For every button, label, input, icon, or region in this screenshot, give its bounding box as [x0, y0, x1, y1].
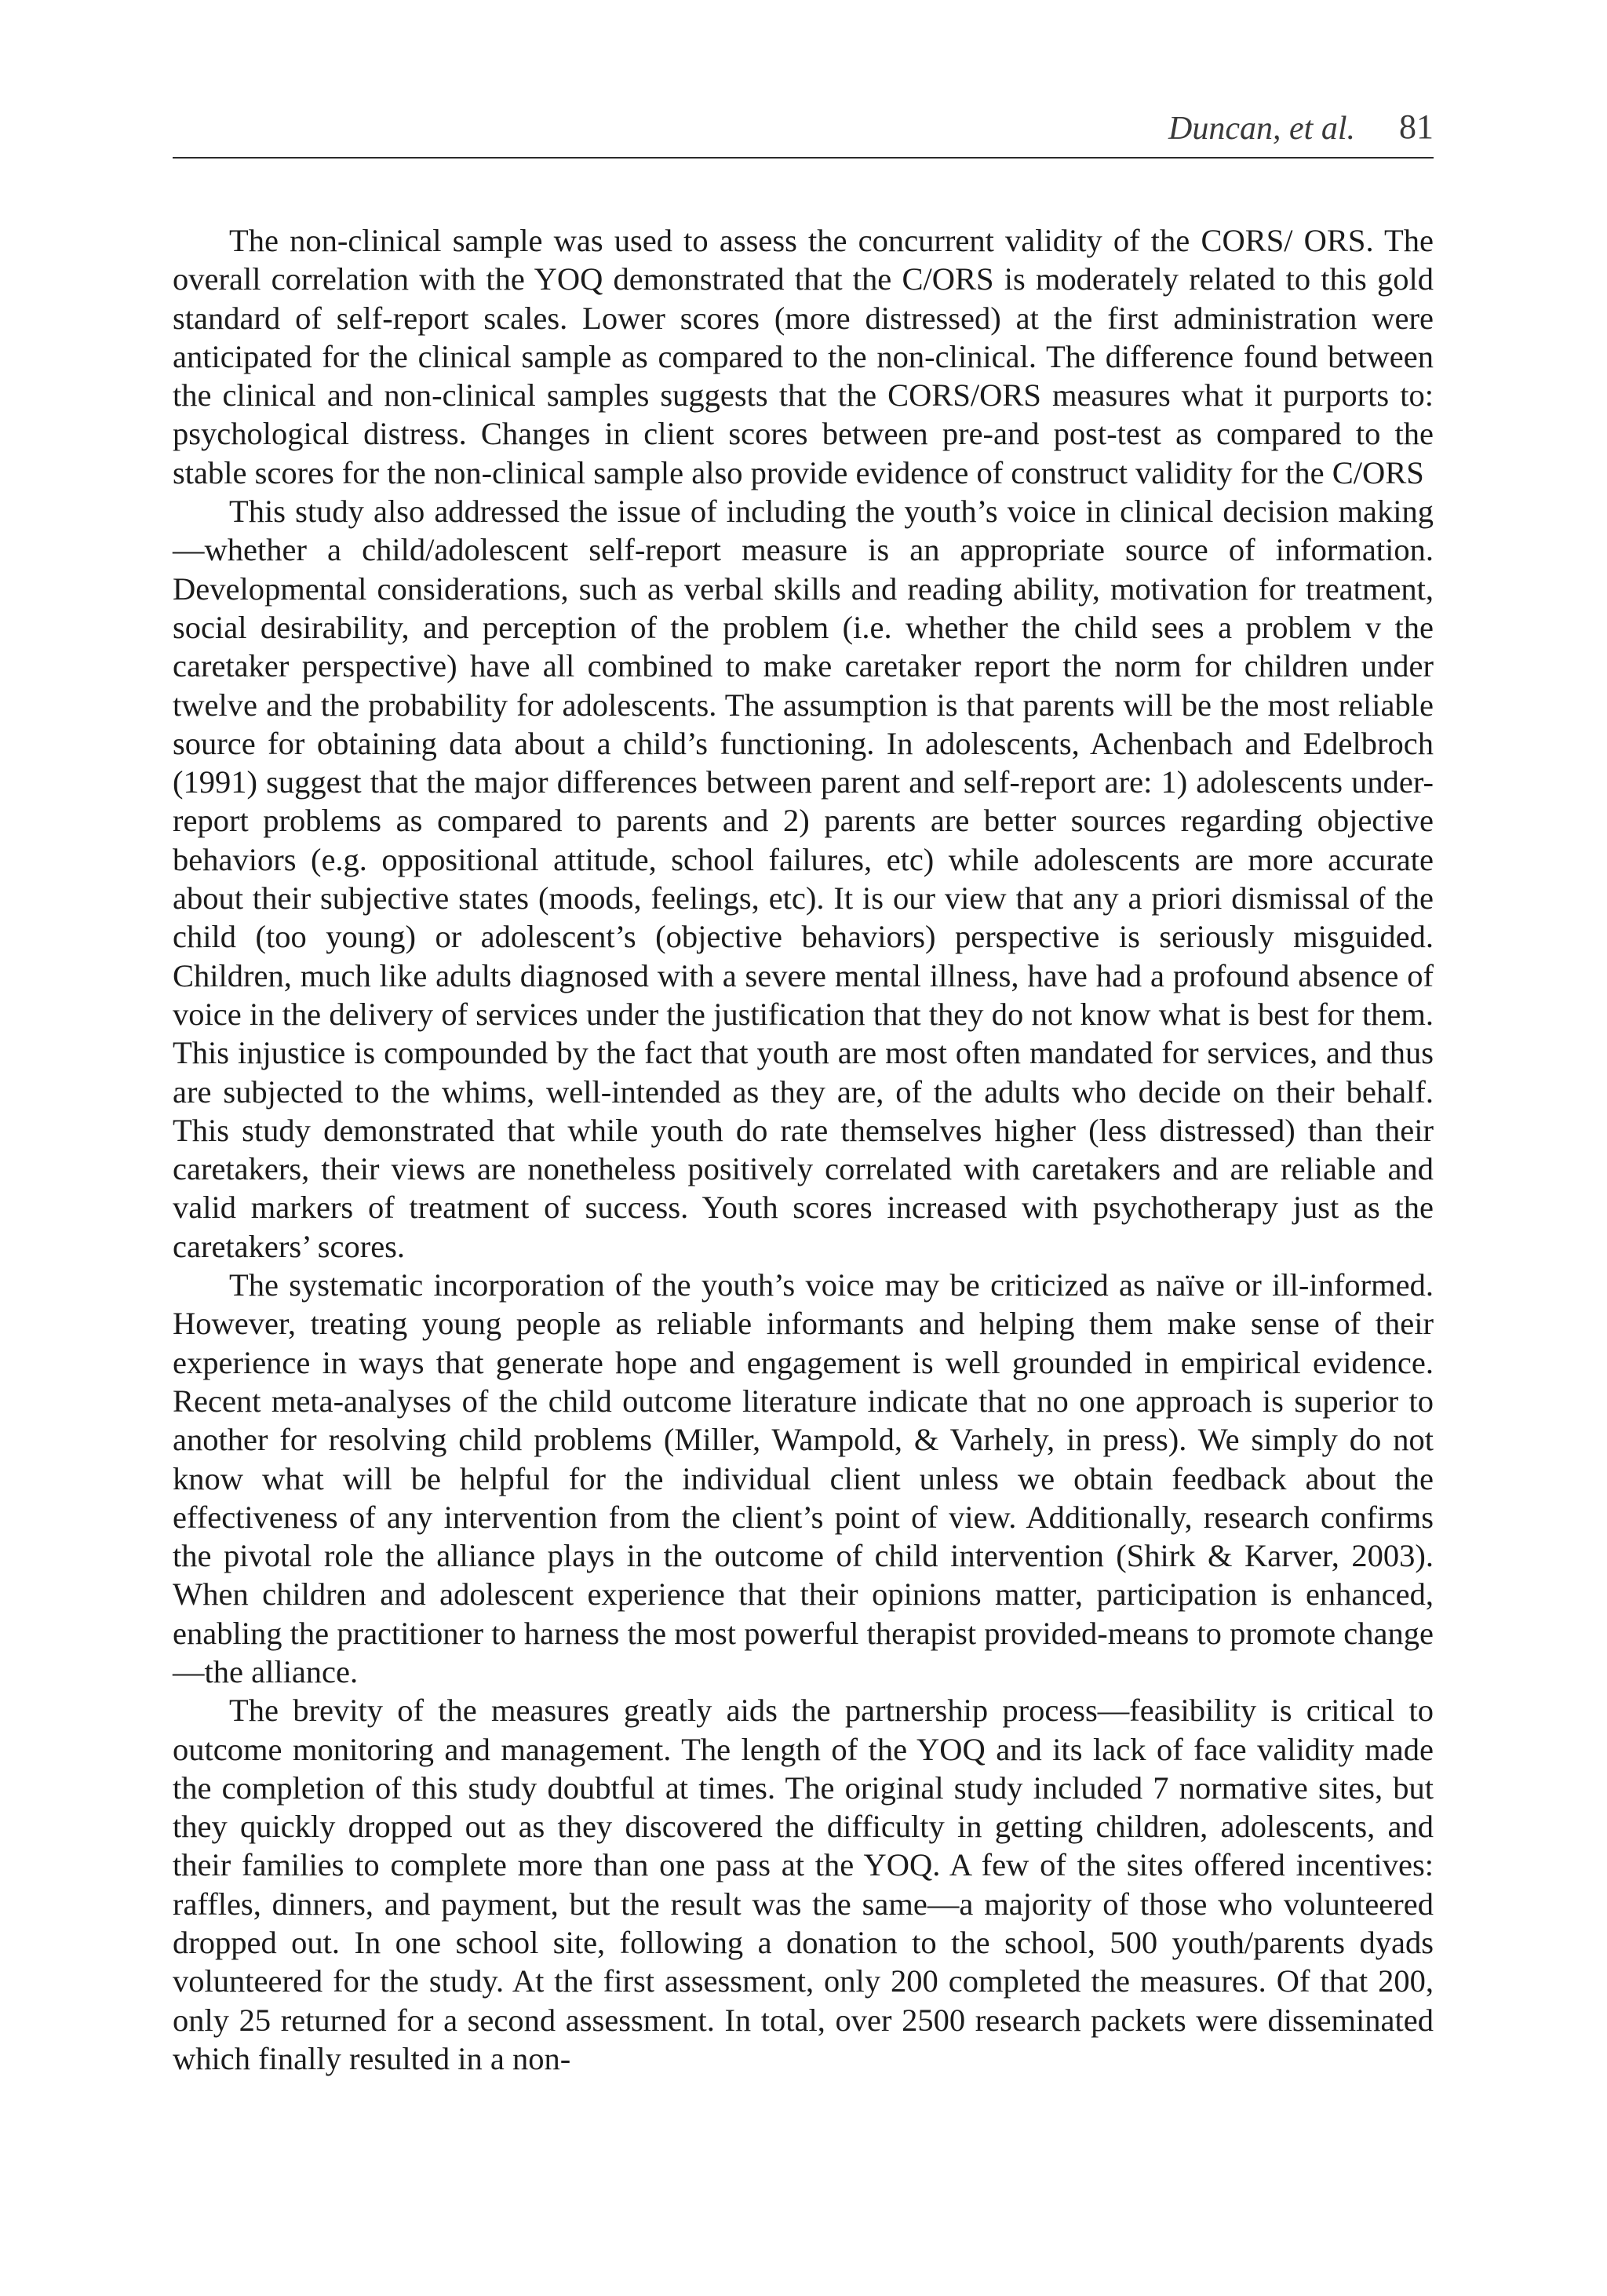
- paragraph-brevity: The brevity of the measures greatly aids the partnership process—feasibility is critical to outcome monitoring and management. The length of the YOQ and its lack of face validity made the completion of this study doubtful at times. The original study included 7 normative sites, but they quickly dropped out as they discovered the difficulty in getting children, adolescents, and their families to complete more than one pass at the YOQ. A few of the sites offered incentives: raffles, dinners, and payment, but the result was the same—a majority of those who volunteered dropped out. In one school site, following a donation to the school, 500 youth/parents dyads volunteered for the study. At the first assessment, only 200 completed the measures. Of that 200, only 25 returned for a second assessment. In total, over 2500 research packets were disseminated which finally resulted in a non-: [173, 1693, 1434, 2076]
- running-head: [173, 100, 1434, 159]
- body-text: [173, 221, 1434, 2078]
- paragraph-systematic-incorporation: The systematic incorporation of the youth’s voice may be criticized as naïve or ill-informed. However, treating young people as reliable informants and helping them make sense of their experience in ways that generate hope and engagement is well grounded in empirical evidence. Recent meta-analyses of the child outcome literature indicate that no one approach is superior to another for resolving child problems (Miller, Wampold, & Varhely, in press). We simply do not know what will be helpful for the individual client unless we obtain feedback about the effectiveness of any intervention from the client’s point of view. Additionally, research confirms the pivotal role the alliance plays in the outcome of child intervention (Shirk & Karver, 2003). When children and adolescent experience that their opinions matter, participation is enhanced, enabling the practitioner to harness the most powerful therapist provided-means to promote change—the alliance.: [173, 1267, 1434, 1689]
- paragraph-validity: The non-clinical sample was used to assess the concurrent validity of the CORS/ ORS. The overall correlation with the YOQ demonstrated that the C/ORS is moderately related to this gold standard of self-report scales. Lower scores (more distressed) at the first administration were anticipated for the clinical sample as compared to the non-clinical. The difference found between the clinical and non-clinical samples suggests that the CORS/ORS measures what it purports to: psychological distress. Changes in client scores between pre-and post-test as compared to the stable scores for the non-clinical sample also provide evidence of construct validity for the C/ORS: [173, 223, 1434, 490]
- paragraph-youth-voice: This study also addressed the issue of including the youth’s voice in clinical decision making—whether a child/adolescent self-report measure is an appropriate source of information. Developmental considerations, such as verbal skills and reading ability, motivation for treatment, social desirability, and perception of the problem (i.e. whether the child sees a problem v the caretaker perspective) have all combined to make caretaker report the norm for children under twelve and the probability for adolescents. The assumption is that parents will be the most reliable source for obtaining data about a child’s functioning. In adolescents, Achenbach and Edelbroch (1991) suggest that the major differences between parent and self-report are: 1) adolescents under-report problems as compared to parents and 2) parents are better sources regarding objective behaviors (e.g. oppositional attitude, school failures, etc) while adolescents are more accurate about their subjective states (moods, feelings, etc). It is our view that any a priori dismissal of the child (too young) or adolescent’s (objective behaviors) perspective is seriously misguided. Children, much like adults diagnosed with a severe mental illness, have had a profound absence of voice in the delivery of services under the justification that they do not know what is best for them. This injustice is compounded by the fact that youth are most often mandated for services, and thus are subjected to the whims, well-intended as they are, of the adults who decide on their behalf. This study demonstrated that while youth do rate themselves higher (less distressed) than their caretakers, their views are nonetheless positively correlated with caretakers and are reliable and valid markers of treatment of success. Youth scores increased with psychotherapy just as the caretakers’ scores.: [173, 494, 1434, 1264]
- running-head-author: Duncan, et al.: [1168, 111, 1355, 147]
- page-number: 81: [1399, 108, 1434, 146]
